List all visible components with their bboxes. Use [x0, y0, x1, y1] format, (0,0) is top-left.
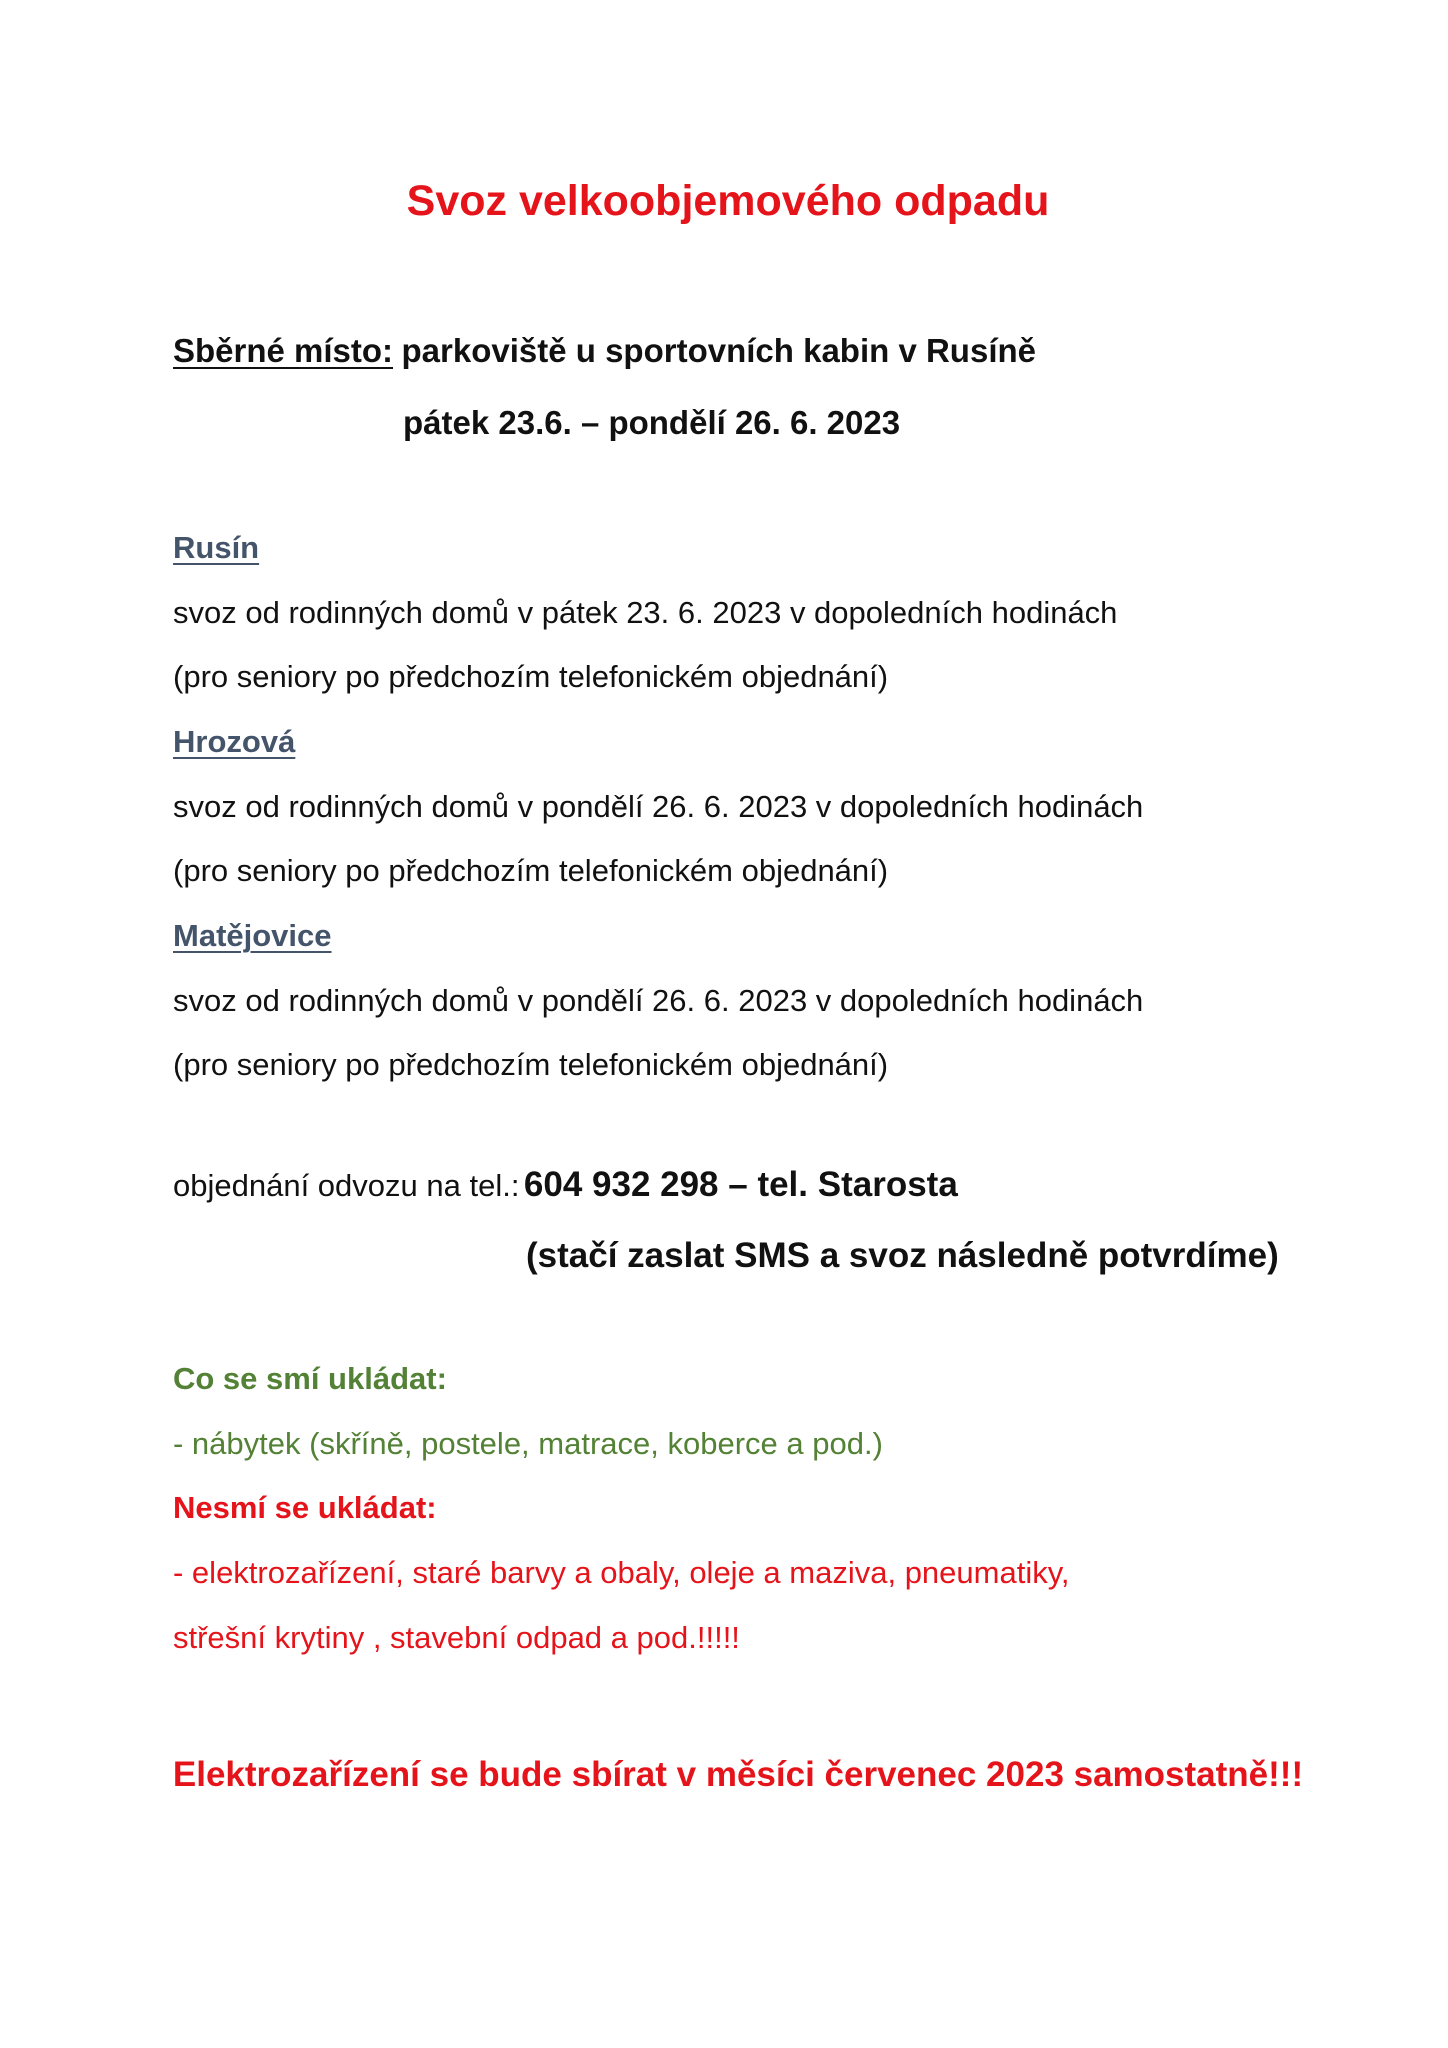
forbidden-heading: Nesmí se ukládat: [173, 1490, 437, 1525]
village-note-hrozova: (pro seniory po předchozím telefonickém objednání) [173, 853, 889, 888]
order-line [173, 1167, 958, 1202]
village-name-matejovice: Matějovice [173, 918, 332, 953]
collection-point-line [173, 334, 1036, 367]
village-name-hrozova: Hrozová [173, 724, 296, 759]
page-title: Svoz velkoobjemového odpadu [406, 177, 1050, 225]
village-note-matejovice: (pro seniory po předchozím telefonickém objednání) [173, 1047, 889, 1082]
final-notice: Elektrozařízení se bude sbírat v měsíci červenec 2023 samostatně!!! [172, 1755, 1304, 1794]
allowed-items: - nábytek (skříně, postele, matrace, koberce a pod.) [173, 1426, 883, 1461]
collection-dates: pátek 23.6. – pondělí 26. 6. 2023 [403, 404, 901, 441]
collection-point-place: parkoviště u sportovních kabin v Rusíně [401, 332, 1036, 369]
village-pickup-hrozova: svoz od rodinných domů v pondělí 26. 6. 2023 v dopoledních hodinách [173, 789, 1144, 824]
allowed-heading: Co se smí ukládat: [173, 1361, 447, 1396]
village-pickup-matejovice: svoz od rodinných domů v pondělí 26. 6. 2023 v dopoledních hodinách [173, 983, 1144, 1018]
collection-point-label: Sběrné místo: [173, 332, 394, 369]
village-name-rusin: Rusín [173, 530, 260, 565]
forbidden-items-line1: - elektrozařízení, staré barvy a obaly, oleje a maziva, pneumatiky, [173, 1555, 1070, 1590]
order-label: objednání odvozu na tel.: [173, 1168, 520, 1203]
sms-note: (stačí zaslat SMS a svoz následně potvrdíme) [526, 1236, 1279, 1275]
forbidden-items-line2: střešní krytiny , stavební odpad a pod.!!!!! [173, 1620, 740, 1655]
village-note-rusin: (pro seniory po předchozím telefonickém objednání) [173, 659, 889, 694]
order-phone: 604 932 298 – tel. Starosta [523, 1165, 958, 1204]
village-pickup-rusin: svoz od rodinných domů v pátek 23. 6. 2023 v dopoledních hodinách [173, 595, 1118, 630]
